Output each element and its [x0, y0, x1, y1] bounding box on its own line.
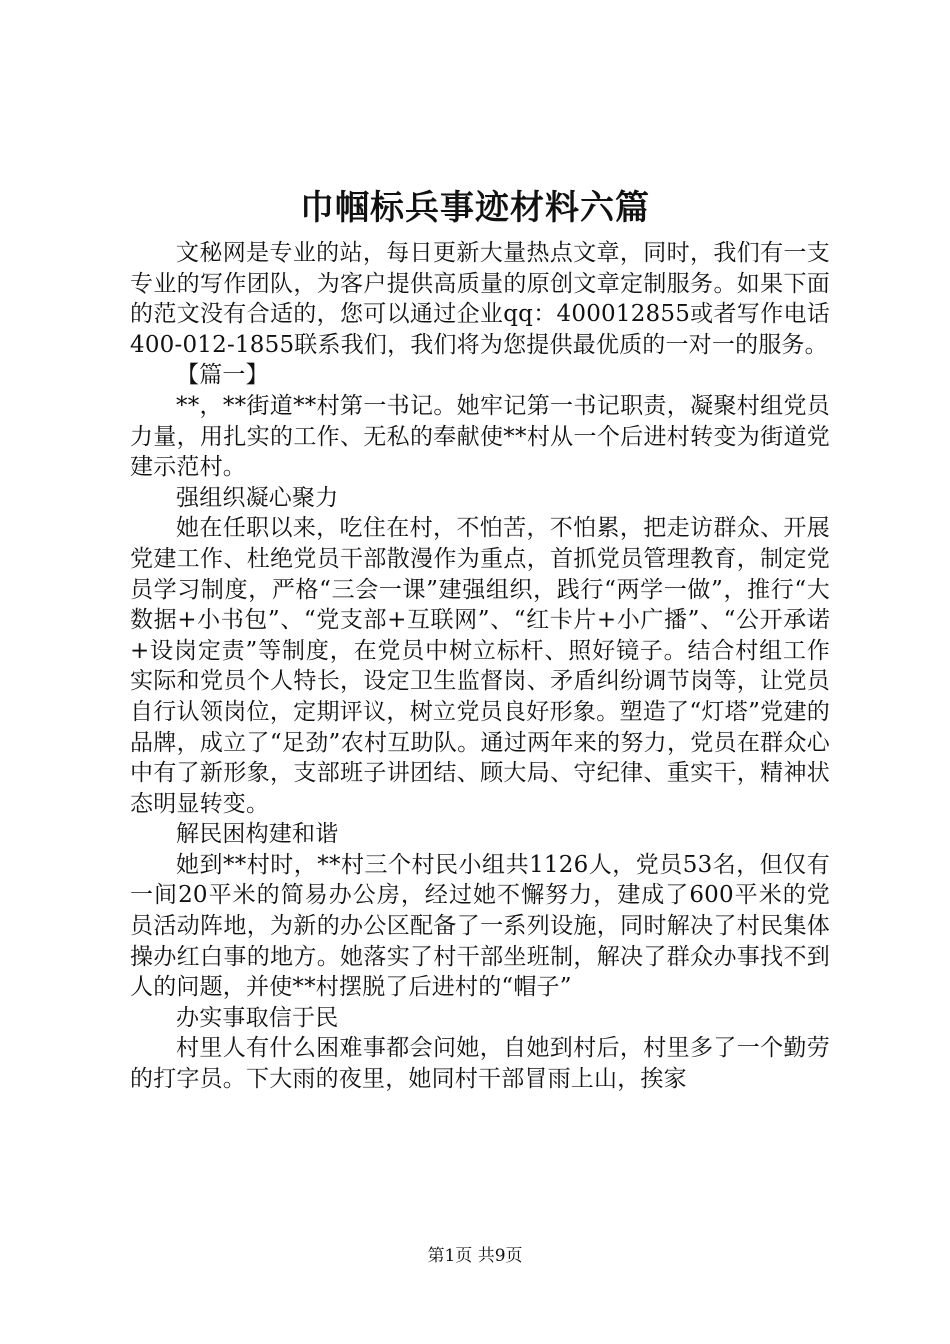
subsection-heading: 办实事取信于民 [176, 1004, 339, 1031]
page-title: 巾帼标兵事迹材料六篇 [300, 188, 650, 228]
subsection-heading: 解民困构建和谐 [176, 821, 339, 848]
document-body [130, 238, 830, 1095]
section-heading-part-one: 【篇一】 [176, 362, 269, 389]
body-paragraph: 她到**村时，**村三个村民小组共1126人，党员53名，但仅有一间20平米的简易办公房，经过她不懈努力，建成了600平米的党员活动阵地，为新的办公区配备了一系列设施，同时解决了村民集体操办红白事的地方。她落实了村干部坐班制，解决了群众办事找不到人的问题，并使**村摆脱了后进村的“帽子” [130, 851, 830, 1001]
page-footer: 第1页 共9页 [427, 1246, 523, 1266]
body-paragraph: 村里人有什么困难事都会问她，自她到村后，村里多了一个勤劳的打字员。下大雨的夜里，她同村干部冒雨上山，挨家 [130, 1035, 830, 1093]
body-paragraph: 她在任职以来，吃住在村，不怕苦，不怕累，把走访群众、开展党建工作、杜绝党员干部散漫作为重点，首抓党员管理教育，制定党员学习制度，严格“三会一课”建强组织，践行“两学一做”，推行“大数据+小书包”、“党支部+互联网”、“红卡片+小广播”、“公开承诺+设岗定责”等制度，在党员中树立标杆、照好镜子。结合村组工作实际和党员个人特长，设定卫生监督岗、矛盾纠纷调节岗等，让党员自行认领岗位，定期评议，树立党员良好形象。塑造了“灯塔”党建的品牌，成立了“足劲”农村互助队。通过两年来的努力，党员在群众心中有了新形象，支部班子讲团结、顾大局、守纪律、重实干，精神状态明显转变。 [130, 515, 830, 817]
subsection-heading: 强组织凝心聚力 [176, 484, 339, 511]
intro-paragraph: 文秘网是专业的站，每日更新大量热点文章，同时，我们有一支专业的写作团队，为客户提供高质量的原创文章定制服务。如果下面的范文没有合适的，您可以通过企业qq：400012855或者写作电话400-012-1855联系我们，我们将为您提供最优质的一对一的服务。 [130, 240, 830, 358]
body-paragraph: **，**街道**村第一书记。她牢记第一书记职责，凝聚村组党员力量，用扎实的工作、无私的奉献使**村从一个后进村转变为街道党建示范村。 [130, 392, 830, 481]
